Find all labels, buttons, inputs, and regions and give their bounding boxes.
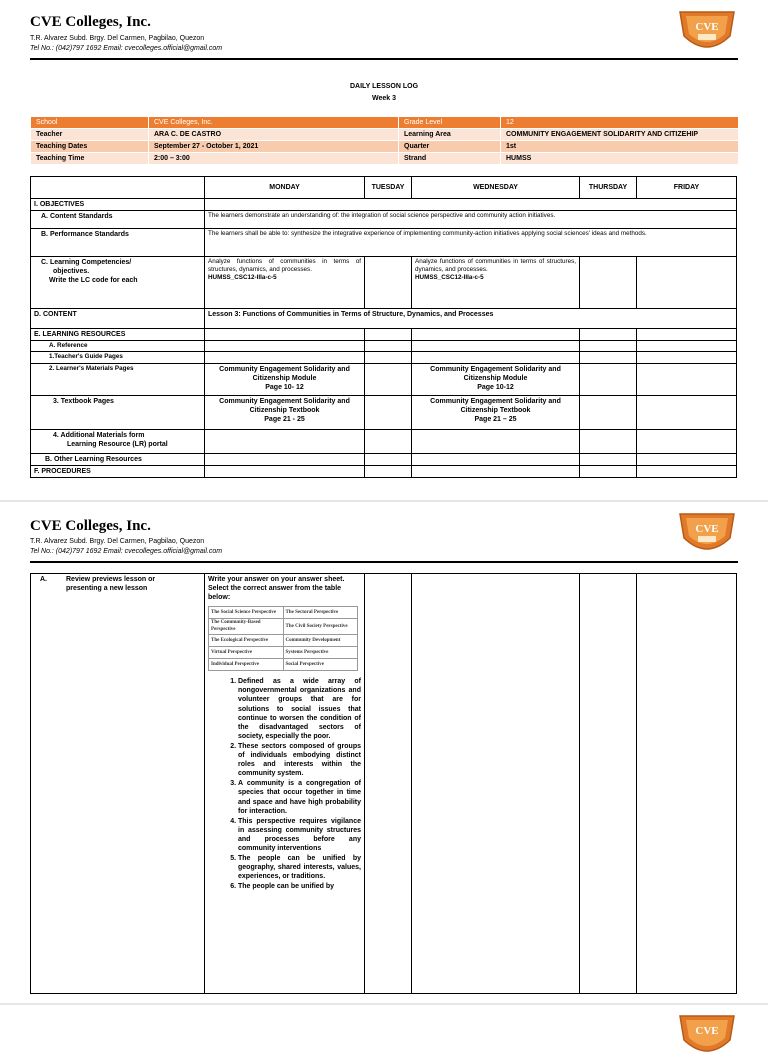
cell <box>637 363 737 395</box>
textbook-monday-page: Page 21 - 25 <box>264 415 305 423</box>
question-item: 2. These sectors composed of groups of individuals embodying distinct roles and interests within the community system. <box>238 742 361 778</box>
day-monday: MONDAY <box>205 177 365 199</box>
cell <box>365 352 412 363</box>
choice: The Community-Based Perspective <box>209 619 284 635</box>
day-thursday: THURSDAY <box>580 177 637 199</box>
cell <box>580 363 637 395</box>
logo-text: CVE <box>695 21 719 33</box>
lm-wednesday-page: Page 10-12 <box>477 383 514 391</box>
textbook-wednesday-title: Community Engagement Solidarity and Citizenship Textbook <box>430 397 561 414</box>
lesson-table <box>30 176 737 478</box>
cell <box>637 429 737 453</box>
corner-cell <box>31 177 205 199</box>
other-resources-label: B. Other Learning Resources <box>31 453 205 465</box>
cell <box>580 465 637 477</box>
competency-wednesday-text: Analyze functions of communities in terms of structures, dynamics, and processes. <box>415 258 576 274</box>
question-list <box>208 677 361 891</box>
school-logo <box>676 6 738 56</box>
tg-pages-label: 1.Teacher's Guide Pages <box>31 352 205 363</box>
competencies-label-1: C. Learning Competencies/ <box>41 259 132 267</box>
cell <box>637 465 737 477</box>
cell <box>365 465 412 477</box>
review-monday <box>205 574 365 994</box>
choice: Community Development <box>283 635 358 647</box>
strand-value: HUMSS <box>501 153 739 165</box>
choice: The Ecological Perspective <box>209 635 284 647</box>
competency-wednesday <box>412 257 580 309</box>
cell <box>580 341 637 352</box>
competency-monday-code: HUMSS_CSC12-IIIa-c-5 <box>208 274 277 282</box>
objectives-heading: I. OBJECTIVES <box>31 199 205 211</box>
competency-tuesday <box>365 257 412 309</box>
question-item: 4. This perspective requires vigilance in assessing community structures and processes before any community interventions <box>238 817 361 853</box>
cell <box>637 352 737 363</box>
area-value: COMMUNITY ENGAGEMENT SOLIDARITY AND CITIZEHIP <box>501 129 739 141</box>
resources-heading: E. LEARNING RESOURCES <box>31 329 205 341</box>
question-item: 3. A community is a congregation of species that occur together in time and space and have high probability for interaction. <box>238 779 361 815</box>
grade-label: Grade Level <box>399 117 501 129</box>
lm-monday-page: Page 10- 12 <box>265 383 304 391</box>
quarter-label: Quarter <box>399 141 501 153</box>
procedures-table <box>30 573 737 994</box>
logo-text-page2: CVE <box>695 523 719 535</box>
lm-wednesday <box>412 363 580 395</box>
org-name: CVE Colleges, Inc. <box>30 14 151 30</box>
cell <box>412 352 580 363</box>
question-item: 6. The people can be unified by <box>238 882 361 891</box>
strand-label: Strand <box>399 153 501 165</box>
textbook-monday-title: Community Engagement Solidarity and Citizenship Textbook <box>219 397 350 414</box>
content-value: Lesson 3: Functions of Communities in Terms of Structure, Dynamics, and Processes <box>205 309 737 329</box>
choice: Virtual Perspective <box>209 647 284 659</box>
cell <box>637 395 737 429</box>
cell <box>205 341 365 352</box>
competencies-label-3: Write the LC code for each <box>49 277 138 285</box>
info-table <box>30 116 739 165</box>
cell <box>365 453 412 465</box>
logo-text-page3: CVE <box>695 1025 719 1037</box>
cell <box>365 329 412 341</box>
cell <box>412 465 580 477</box>
dates-label: Teaching Dates <box>31 141 149 153</box>
choice: The Sectoral Perspective <box>283 607 358 619</box>
cell <box>365 363 412 395</box>
day-wednesday: WEDNESDAY <box>412 177 580 199</box>
address: T.R. Alvarez Subd. Brgy. Del Carmen, Pagbilao, Quezon <box>30 35 205 42</box>
additional-materials-label <box>31 429 205 453</box>
textbook-wednesday-page: Page 21 – 25 <box>474 415 517 423</box>
cell <box>637 341 737 352</box>
dates-value: September 27 - October 1, 2021 <box>149 141 399 153</box>
school-value: CVE Colleges, Inc. <box>149 117 399 129</box>
choice: The Civil Society Perspective <box>283 619 358 635</box>
cell <box>637 453 737 465</box>
header-rule-page2 <box>30 561 738 563</box>
competency-monday <box>205 257 365 309</box>
cell <box>580 429 637 453</box>
teacher-label: Teacher <box>31 129 149 141</box>
lm-monday-title: Community Engagement Solidarity and Citizenship Module <box>219 365 350 382</box>
question-item: 5. The people can be unified by geography, shared interests, values, experiences, or traditions. <box>238 854 361 881</box>
cell <box>205 329 365 341</box>
reference-label: A. Reference <box>31 341 205 352</box>
time-label: Teaching Time <box>31 153 149 165</box>
cell <box>205 352 365 363</box>
cell <box>580 453 637 465</box>
perf-std-label: B. Performance Standards <box>31 229 205 257</box>
content-std-text: The learners demonstrate an understanding of: the integration of social science perspective and community action initiatives. <box>205 211 737 229</box>
day-tuesday: TUESDAY <box>365 177 412 199</box>
contact-line: Tel No.: (042)797 1692 Email: cvecolleges.official@gmail.com <box>30 45 223 52</box>
choices-table <box>208 606 358 671</box>
cell <box>412 453 580 465</box>
content-label: D. CONTENT <box>31 309 205 329</box>
cell <box>412 429 580 453</box>
area-label: Learning Area <box>399 129 501 141</box>
contact-line-page2: Tel No.: (042)797 1692 Email: cvecolleges.official@gmail.com <box>30 548 223 555</box>
org-name-page2: CVE Colleges, Inc. <box>30 518 151 534</box>
page-break <box>0 500 768 502</box>
doc-week: Week 3 <box>372 95 396 102</box>
choice: Systems Perspective <box>283 647 358 659</box>
cell <box>580 329 637 341</box>
cell <box>205 465 365 477</box>
additional-materials-line-2: Learning Resource (LR) portal <box>67 440 168 448</box>
school-logo-page3 <box>676 1010 738 1060</box>
review-letter: A. <box>40 576 47 583</box>
textbook-wednesday <box>412 395 580 429</box>
competency-monday-text: Analyze functions of communities in terms of structures, dynamics, and processes. <box>208 258 361 274</box>
choice: Individual Perspective <box>209 659 284 671</box>
cell <box>580 574 637 994</box>
cell <box>412 574 580 994</box>
school-logo-page2 <box>676 508 738 558</box>
lm-monday <box>205 363 365 395</box>
competency-wednesday-code: HUMSS_CSC12-IIIa-c-5 <box>415 274 484 282</box>
competency-friday <box>637 257 737 309</box>
choice: Social Perspective <box>283 659 358 671</box>
cell <box>205 429 365 453</box>
cell <box>365 341 412 352</box>
perf-std-text: The learners shall be able to: synthesize the integrative experience of implementing community-action initiatives applying social sciences' ideas and methods. <box>205 229 737 257</box>
textbook-pages-label: 3. Textbook Pages <box>31 395 205 429</box>
address-page2: T.R. Alvarez Subd. Brgy. Del Carmen, Pagbilao, Quezon <box>30 538 205 545</box>
grade-value: 12 <box>501 117 739 129</box>
time-value: 2:00 – 3:00 <box>149 153 399 165</box>
choice: The Social Science Perspective <box>209 607 284 619</box>
competency-thursday <box>580 257 637 309</box>
cell <box>637 329 737 341</box>
school-label: School <box>31 117 149 129</box>
cell <box>580 352 637 363</box>
quarter-value: 1st <box>501 141 739 153</box>
review-label-cell <box>31 574 205 994</box>
cell <box>637 574 737 994</box>
textbook-monday <box>205 395 365 429</box>
cell <box>365 395 412 429</box>
cell <box>412 341 580 352</box>
competencies-label <box>31 257 205 309</box>
page-break-2 <box>0 1003 768 1005</box>
cell <box>365 429 412 453</box>
lm-pages-label: 2. Learner's Materials Pages <box>31 363 205 395</box>
content-std-label: A. Content Standards <box>31 211 205 229</box>
day-friday: FRIDAY <box>637 177 737 199</box>
lm-wednesday-title: Community Engagement Solidarity and Citizenship Module <box>430 365 561 382</box>
procedures-heading: F. PROCEDURES <box>31 465 205 477</box>
cell <box>580 395 637 429</box>
additional-materials-line-1: 4. Additional Materials form <box>53 431 145 439</box>
cell <box>365 574 412 994</box>
review-label: Review previews lesson or presenting a new lesson <box>66 576 156 593</box>
header-rule <box>30 58 738 60</box>
cell <box>205 453 365 465</box>
review-instruction: Write your answer on your answer sheet. Select the correct answer from the table below: <box>208 576 345 602</box>
cell <box>412 329 580 341</box>
competencies-label-2: objectives. <box>53 268 90 276</box>
objectives-blank <box>205 199 737 211</box>
doc-title: DAILY LESSON LOG <box>349 83 419 90</box>
question-item: 1. Defined as a wide array of nongovernmental organizations and volunteer groups that are for solutions to social issues that continue to worsen the condition of the disadvantaged sectors of society, especially the poor. <box>238 677 361 741</box>
teacher-value: ARA C. DE CASTRO <box>149 129 399 141</box>
